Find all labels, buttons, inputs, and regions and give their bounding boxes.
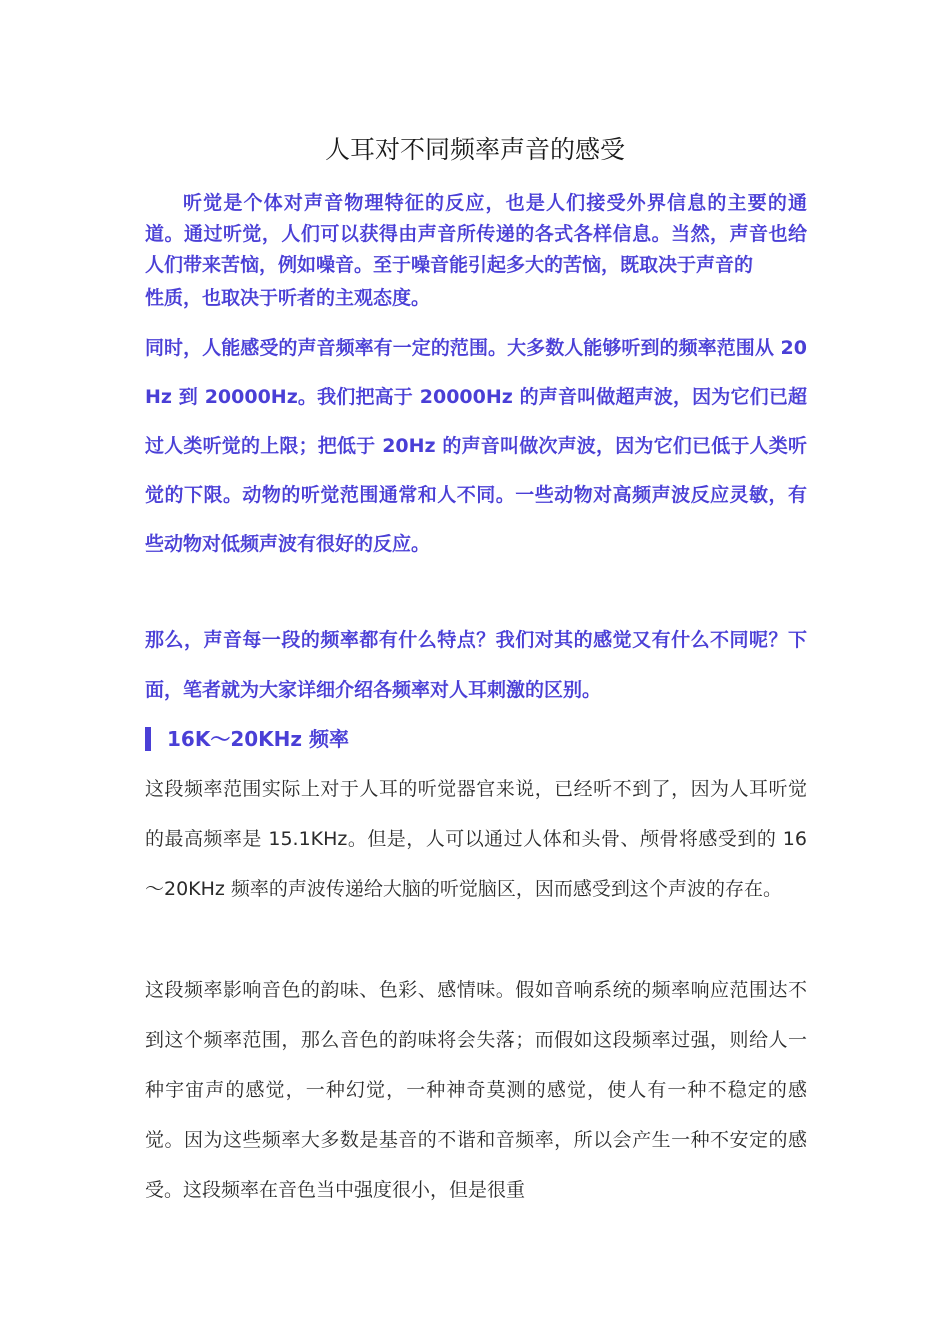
- section-body-paragraph-1: 这段频率范围实际上对于人耳的听觉器官来说，已经听不到了，因为人耳听觉的最高频率是 15.1KHz。但是，人可以通过人体和头骨、颅骨将感受到的 16～20KHz 频率的声波传递给大脑的听觉脑区，因而感受到这个声波的存在。: [145, 778, 807, 900]
- section-heading: [145, 722, 349, 756]
- heading-bar-icon: [145, 727, 151, 751]
- section-heading-text: 16K～20KHz 频率: [167, 727, 350, 751]
- transition-paragraph: 那么，声音每一段的频率都有什么特点？我们对其的感觉又有什么不同呢？下面，笔者就为大家详细介绍各频率对人耳刺激的区别。: [145, 629, 807, 701]
- intro-paragraph: 听觉是个体对声音物理特征的反应，也是人们接受外界信息的主要的通道。通过听觉，人们可以获得由声音所传递的各式各样信息。当然，声音也给人们带来苦恼，例如噪音。至于噪音能引起多大的苦恼，既取决于声音的: [145, 192, 807, 276]
- intro-paragraph-last-line: 性质，也取决于听者的主观态度。: [145, 287, 431, 309]
- document-title: 人耳对不同频率声音的感受: [324, 135, 625, 164]
- section-body-paragraph-2: 这段频率影响音色的韵味、色彩、感情味。假如音响系统的频率响应范围达不到这个频率范围，那么音色的韵味将会失落；而假如这段频率过强，则给人一种宇宙声的感觉，一种幻觉，一种神奇莫测的感觉，使人有一种不稳定的感觉。因为这些频率大多数是基音的不谐和音频率，所以会产生一种不安定的感受。这段频率在音色当中强度很小，但是很重: [145, 979, 807, 1201]
- frequency-range-paragraph: 同时，人能感受的声音频率有一定的范围。大多数人能够听到的频率范围从 20Hz 到 20000Hz。我们把高于 20000Hz 的声音叫做超声波，因为它们已超过人类听觉的上限；把低于 20Hz 的声音叫做次声波，因为它们已低于人类听觉的下限。动物的听觉范围通常和人不同。一些动物对高频声波反应灵敏，有些动物对低频声波有很好的反应。: [145, 337, 807, 555]
